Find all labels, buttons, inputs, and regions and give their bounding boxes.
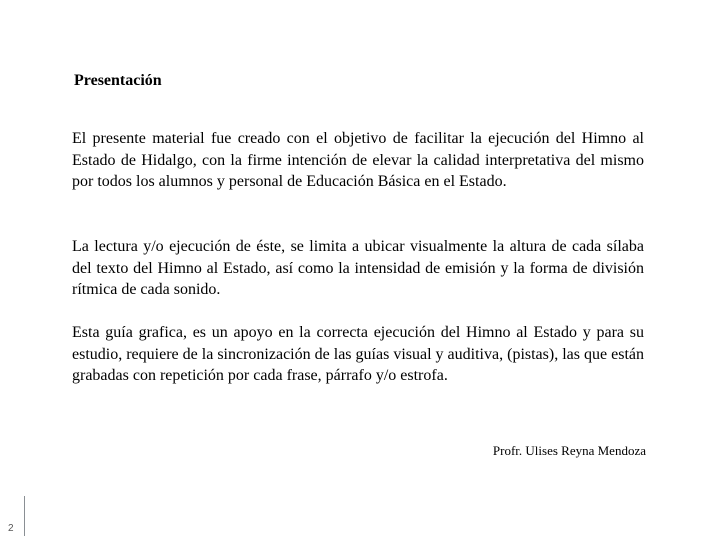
margin-divider bbox=[24, 496, 25, 536]
paragraph-guide: Esta guía grafica, es un apoyo en la correcta ejecución del Himno al Estado y para su estudio, requiere de la sincronización de las guías visual y auditiva, (pistas), las que están grabadas con repetición por cada frase, párrafo y/o estrofa. bbox=[72, 324, 644, 384]
page-number: 2 bbox=[8, 523, 14, 534]
paragraph-reading: La lectura y/o ejecución de éste, se limita a ubicar visualmente la altura de cada sílaba del texto del Himno al Estado, así como la intensidad de emisión y la forma de división rítmica de cada sonido. bbox=[72, 238, 644, 298]
author-signature: Profr. Ulises Reyna Mendoza bbox=[492, 443, 646, 458]
paragraph-intro: El presente material fue creado con el objetivo de facilitar la ejecución del Himno al Estado de Hidalgo, con la firme intención de elevar la calidad interpretativa del mismo por todos los alumnos y personal de Educación Básica en el Estado. bbox=[72, 130, 644, 190]
page-title: Presentación bbox=[74, 72, 162, 89]
